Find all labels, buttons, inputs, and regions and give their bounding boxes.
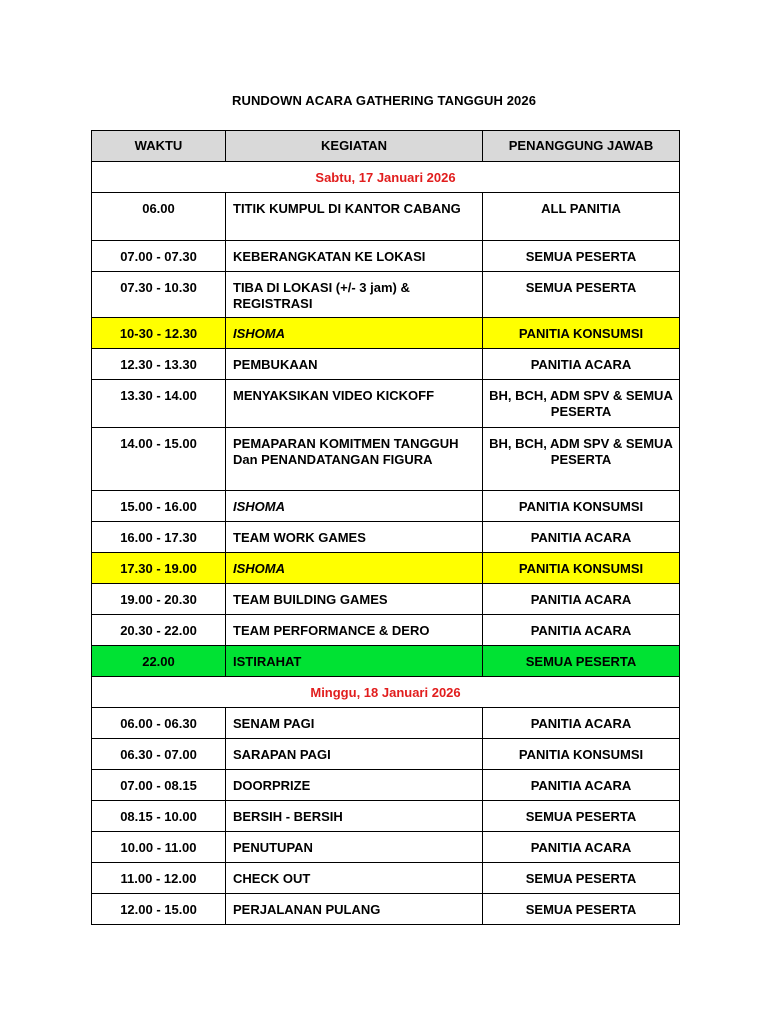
time-cell: 14.00 - 15.00 [92,428,226,491]
responsible-cell: SEMUA PESERTA [483,241,680,272]
responsible-cell: SEMUA PESERTA [483,646,680,677]
activity-cell: PERJALANAN PULANG [226,894,483,925]
responsible-cell: SEMUA PESERTA [483,272,680,318]
table-row [92,894,680,925]
activity-cell: MENYAKSIKAN VIDEO KICKOFF [226,380,483,428]
responsible-cell: PANITIA ACARA [483,615,680,646]
responsible-cell: SEMUA PESERTA [483,863,680,894]
table-row [92,522,680,553]
responsible-cell: PANITIA ACARA [483,832,680,863]
time-cell: 08.15 - 10.00 [92,801,226,832]
header-penanggung-jawab: PENANGGUNG JAWAB [483,131,680,162]
time-cell: 16.00 - 17.30 [92,522,226,553]
time-cell: 20.30 - 22.00 [92,615,226,646]
day-label: Sabtu, 17 Januari 2026 [92,162,680,193]
responsible-cell: PANITIA KONSUMSI [483,553,680,584]
activity-cell: CHECK OUT [226,863,483,894]
table-row [92,739,680,770]
table-row [92,584,680,615]
table-row [92,801,680,832]
rundown-body [92,162,680,925]
time-cell: 07.00 - 08.15 [92,770,226,801]
activity-cell: SENAM PAGI [226,708,483,739]
table-row [92,863,680,894]
table-header-row [92,131,680,162]
table-row [92,491,680,522]
time-cell: 06.00 - 06.30 [92,708,226,739]
time-cell: 06.00 [92,193,226,241]
rundown-table [91,130,680,925]
activity-cell: SARAPAN PAGI [226,739,483,770]
time-cell: 07.00 - 07.30 [92,241,226,272]
activity-cell: ISHOMA [226,553,483,584]
responsible-cell: PANITIA ACARA [483,522,680,553]
time-cell: 12.00 - 15.00 [92,894,226,925]
table-row [92,770,680,801]
activity-cell: PEMAPARAN KOMITMEN TANGGUH Dan PENANDATANGAN FIGURA [226,428,483,491]
activity-cell: DOORPRIZE [226,770,483,801]
table-row [92,428,680,491]
table-row [92,272,680,318]
table-row [92,646,680,677]
table-row [92,553,680,584]
day-row [92,677,680,708]
activity-cell: PEMBUKAAN [226,349,483,380]
day-label: Minggu, 18 Januari 2026 [92,677,680,708]
table-row [92,708,680,739]
activity-cell: TITIK KUMPUL DI KANTOR CABANG [226,193,483,241]
responsible-cell: ALL PANITIA [483,193,680,241]
time-cell: 12.30 - 13.30 [92,349,226,380]
time-cell: 22.00 [92,646,226,677]
table-row [92,832,680,863]
time-cell: 15.00 - 16.00 [92,491,226,522]
table-row [92,615,680,646]
day-row [92,162,680,193]
time-cell: 13.30 - 14.00 [92,380,226,428]
responsible-cell: SEMUA PESERTA [483,894,680,925]
responsible-cell: PANITIA KONSUMSI [483,491,680,522]
header-waktu: WAKTU [92,131,226,162]
time-cell: 06.30 - 07.00 [92,739,226,770]
activity-cell: PENUTUPAN [226,832,483,863]
responsible-cell: BH, BCH, ADM SPV & SEMUA PESERTA [483,428,680,491]
activity-cell: BERSIH - BERSIH [226,801,483,832]
document-title: RUNDOWN ACARA GATHERING TANGGUH 2026 [231,93,537,108]
time-cell: 17.30 - 19.00 [92,553,226,584]
table-row [92,193,680,241]
responsible-cell: PANITIA KONSUMSI [483,318,680,349]
responsible-cell: PANITIA ACARA [483,349,680,380]
responsible-cell: PANITIA KONSUMSI [483,739,680,770]
time-cell: 10.00 - 11.00 [92,832,226,863]
table-row [92,380,680,428]
activity-cell: ISHOMA [226,491,483,522]
activity-cell: KEBERANGKATAN KE LOKASI [226,241,483,272]
responsible-cell: PANITIA ACARA [483,584,680,615]
responsible-cell: BH, BCH, ADM SPV & SEMUA PESERTA [483,380,680,428]
time-cell: 11.00 - 12.00 [92,863,226,894]
time-cell: 07.30 - 10.30 [92,272,226,318]
activity-cell: ISHOMA [226,318,483,349]
activity-cell: TIBA DI LOKASI (+/- 3 jam) & REGISTRASI [226,272,483,318]
activity-cell: TEAM BUILDING GAMES [226,584,483,615]
activity-cell: TEAM WORK GAMES [226,522,483,553]
responsible-cell: SEMUA PESERTA [483,801,680,832]
responsible-cell: PANITIA ACARA [483,708,680,739]
activity-cell: ISTIRAHAT [226,646,483,677]
time-cell: 19.00 - 20.30 [92,584,226,615]
responsible-cell: PANITIA ACARA [483,770,680,801]
table-row [92,318,680,349]
table-row [92,349,680,380]
time-cell: 10-30 - 12.30 [92,318,226,349]
table-row [92,241,680,272]
activity-cell: TEAM PERFORMANCE & DERO [226,615,483,646]
header-kegiatan: KEGIATAN [226,131,483,162]
